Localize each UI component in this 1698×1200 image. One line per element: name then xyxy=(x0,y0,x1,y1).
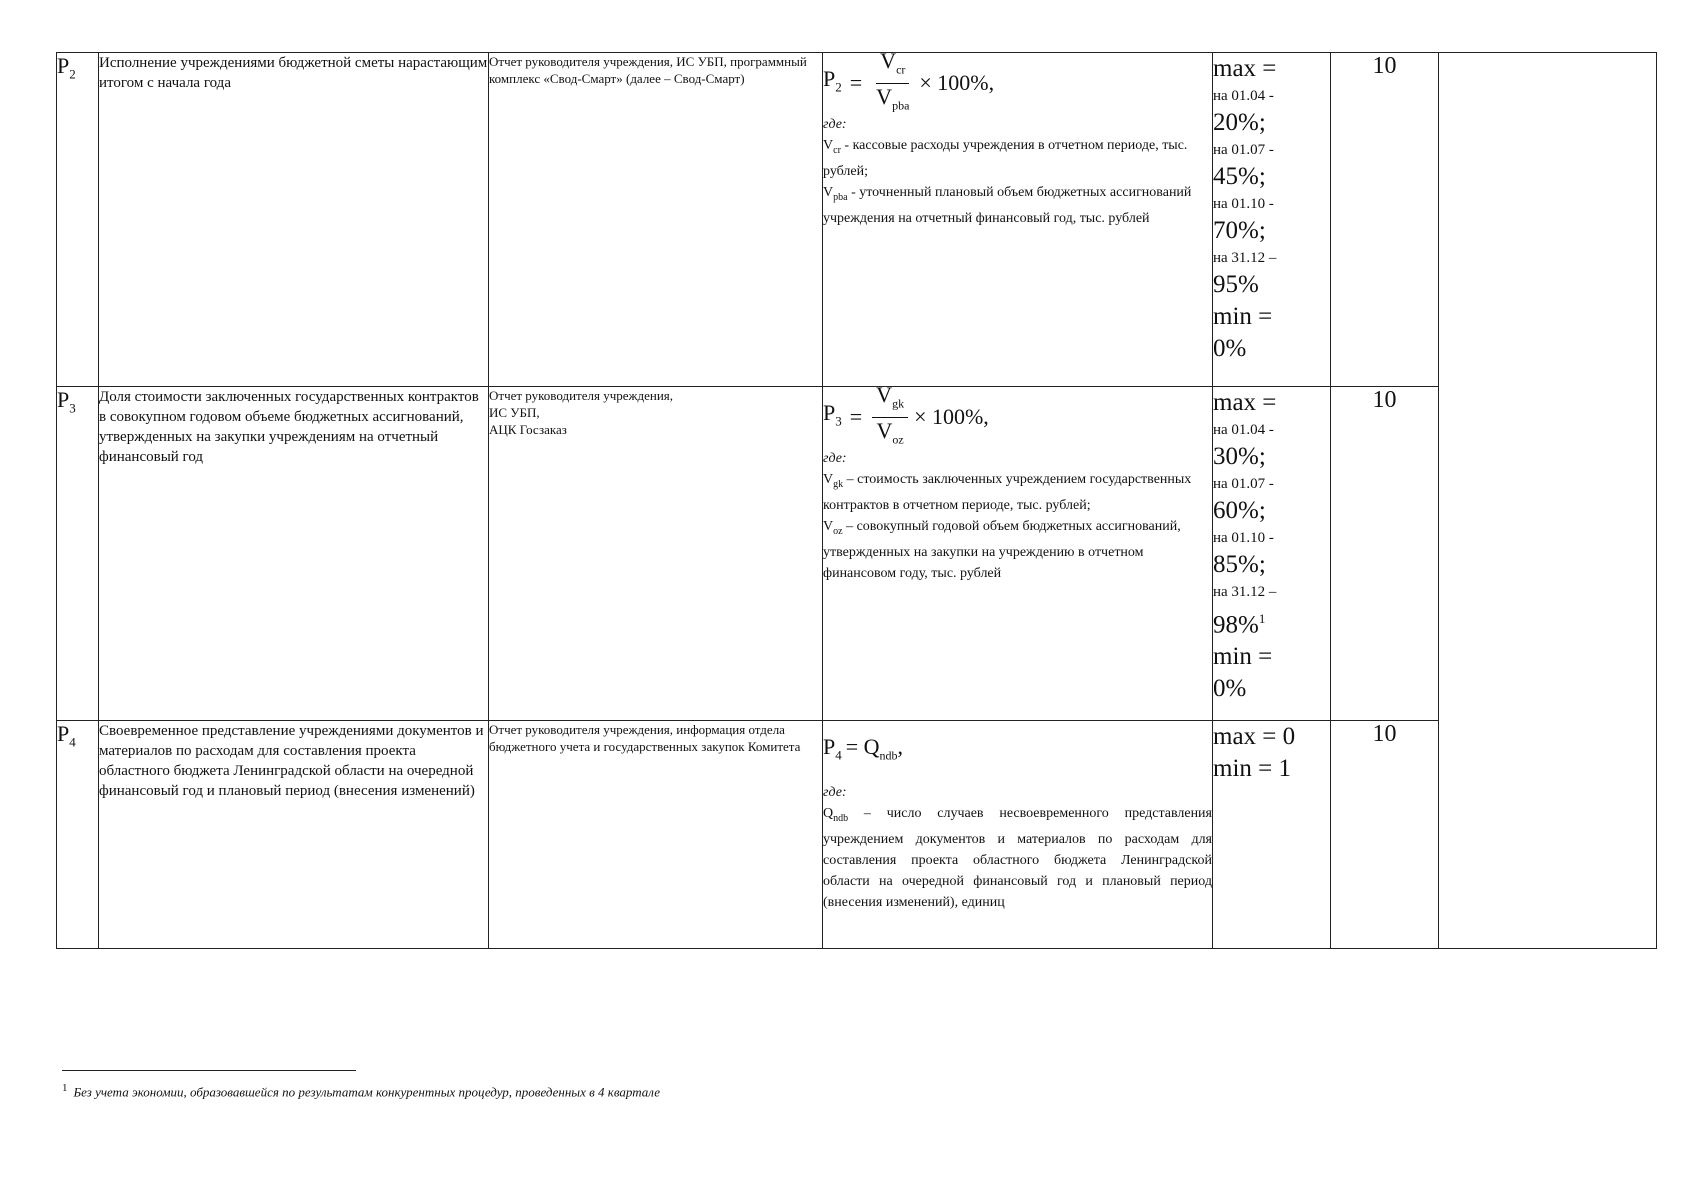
formula xyxy=(823,382,1212,447)
variable-definition: $V_{pba}$ - уточненный плановый объем бюджетных ассигнований учреждения на отчетный финансовый год, тыс. рублей xyxy=(823,184,1192,226)
formula-tail: × 100%, xyxy=(914,404,989,429)
code-letter: P xyxy=(57,53,70,78)
norm-line: на 31.12 – xyxy=(1213,250,1277,266)
source-line: АЦК Госзаказ xyxy=(489,422,567,437)
variable-definition: $V_{oz}$ – совокупный годовой объем бюджетных ассигнований, утвержденных на закупки на учреждению в отчетном финансовом году, тыс. рублей xyxy=(823,518,1181,581)
formula-lhs: $P_2$ xyxy=(823,65,842,95)
indicator-formula xyxy=(823,48,1213,387)
norm-line: max = 0 xyxy=(1213,723,1296,750)
formula-lhs: $P_4$ xyxy=(823,733,842,763)
indicator-row xyxy=(57,721,1657,949)
formula xyxy=(823,48,1212,113)
indicators-table xyxy=(56,48,1657,949)
where-label: где: xyxy=(823,785,847,800)
code-subscript: 2 xyxy=(69,66,76,82)
norm-line: min = xyxy=(1213,303,1273,330)
norm-line: на 01.04 - xyxy=(1213,88,1274,104)
source-line: Отчет руководителя учреждения, xyxy=(489,388,674,403)
footnote xyxy=(62,1082,660,1100)
fraction-denominator: $V_{oz}$ xyxy=(876,417,904,446)
indicator-formula xyxy=(823,382,1213,721)
source-line: ИС УБП, xyxy=(489,405,540,420)
fraction-denominator: $V_{pba}$ xyxy=(876,83,910,112)
where-label: где: xyxy=(823,451,847,466)
indicator-code xyxy=(57,387,99,721)
norm-line: 20%; xyxy=(1213,109,1266,136)
norm-line: max = xyxy=(1213,389,1277,416)
norm-line: на 31.12 – xyxy=(1213,584,1277,600)
norm-line: 30%; xyxy=(1213,443,1266,470)
formula-lhs: $P_3$ xyxy=(823,399,842,429)
norm-line: 70%; xyxy=(1213,217,1266,244)
where-label: где: xyxy=(823,117,847,132)
variable-definition: $V_{cr}$ - кассовые расходы учреждения в отчетном периоде, тыс. рублей; xyxy=(823,138,1188,179)
indicator-norms xyxy=(1213,387,1331,721)
variable-definition: $Q_{ndb}$ – число случаев несвоевременного представления учреждением документов и материалов по расходам для составления проекта областного бюджета Ленинградской области на очередной финансовый год и плановый период (внесения изменений), единиц xyxy=(823,806,1212,910)
code-subscript: 4 xyxy=(69,734,76,750)
variable-definition: $V_{gk}$ – стоимость заключенных учреждением государственных контрактов в отчетном периоде, тыс. рублей; xyxy=(823,472,1192,513)
indicator-code xyxy=(57,721,99,949)
notes-column xyxy=(1439,53,1657,949)
norm-line: на 01.07 - xyxy=(1213,142,1274,158)
indicator-name: Своевременное представление учреждениями документов и материалов по расходам для составления проекта областного бюджета Ленинградской области на очередной финансовый год и плановый период (внесения изменений) xyxy=(99,721,489,949)
norm-line: 95% xyxy=(1213,271,1259,298)
indicator-source xyxy=(489,721,823,949)
formula-fraction xyxy=(872,382,908,452)
formula-tail: × 100%, xyxy=(919,70,995,95)
indicator-score: 10 xyxy=(1331,53,1439,387)
norm-line: 85%; xyxy=(1213,551,1266,578)
footnote-ref: 1 xyxy=(1258,611,1266,626)
source-line: Отчет руководителя учреждения, информация отдела бюджетного учета и государственных закупок Комитета xyxy=(489,722,801,754)
formula-equals: = xyxy=(849,70,863,95)
norm-line: на 01.04 - xyxy=(1213,422,1274,438)
norm-line: 0% xyxy=(1213,335,1247,362)
norm-line: на 01.07 - xyxy=(1213,476,1274,492)
norm-line: на 01.10 - xyxy=(1213,196,1274,212)
indicator-formula xyxy=(823,721,1213,949)
indicator-row xyxy=(57,387,1657,721)
norm-line: min = 1 xyxy=(1213,755,1291,782)
formula-equals: = xyxy=(849,404,863,429)
norm-line: 98%$^1$ xyxy=(1213,611,1266,639)
indicator-source xyxy=(489,387,823,721)
indicator-name: Исполнение учреждениями бюджетной сметы нарастающим итогом с начала года xyxy=(99,53,489,387)
footnote-mark: 1 xyxy=(62,1082,68,1094)
indicator-score: 10 xyxy=(1331,387,1439,721)
indicator-score: 10 xyxy=(1331,721,1439,949)
fraction-numerator: $V_{cr}$ xyxy=(876,48,909,83)
norm-line: 0% xyxy=(1213,675,1247,703)
norm-line: min = xyxy=(1213,643,1273,671)
norm-line: на 01.10 - xyxy=(1213,530,1274,546)
formula xyxy=(823,721,1212,781)
code-letter: P xyxy=(57,721,70,746)
norm-line: 45%; xyxy=(1213,163,1266,190)
formula-rhs: = $Q_{ndb}$, xyxy=(845,733,904,763)
code-letter: P xyxy=(57,387,70,412)
indicator-source xyxy=(489,53,823,387)
formula-fraction xyxy=(872,48,913,118)
code-subscript: 3 xyxy=(69,400,76,416)
indicator-norms xyxy=(1213,53,1331,387)
footnote-text: Без учета экономии, образовавшейся по результатам конкурентных процедур, проведенных в 4 квартале xyxy=(73,1084,661,1100)
footnote-separator xyxy=(62,1070,356,1071)
norm-line: 60%; xyxy=(1213,497,1266,524)
norm-line: max = xyxy=(1213,55,1277,82)
indicator-name: Доля стоимости заключенных государственных контрактов в совокупном годовом объеме бюджетных ассигнований, утвержденных на закупки учреждениям на отчетный финансовый год xyxy=(99,387,489,721)
indicator-norms xyxy=(1213,721,1331,949)
indicator-code xyxy=(57,53,99,387)
indicator-row xyxy=(57,53,1657,387)
source-line: Отчет руководителя учреждения, ИС УБП, программный комплекс «Свод-Смарт» (далее – Свод-Смарт) xyxy=(489,54,807,86)
fraction-numerator: $V_{gk}$ xyxy=(872,382,908,417)
